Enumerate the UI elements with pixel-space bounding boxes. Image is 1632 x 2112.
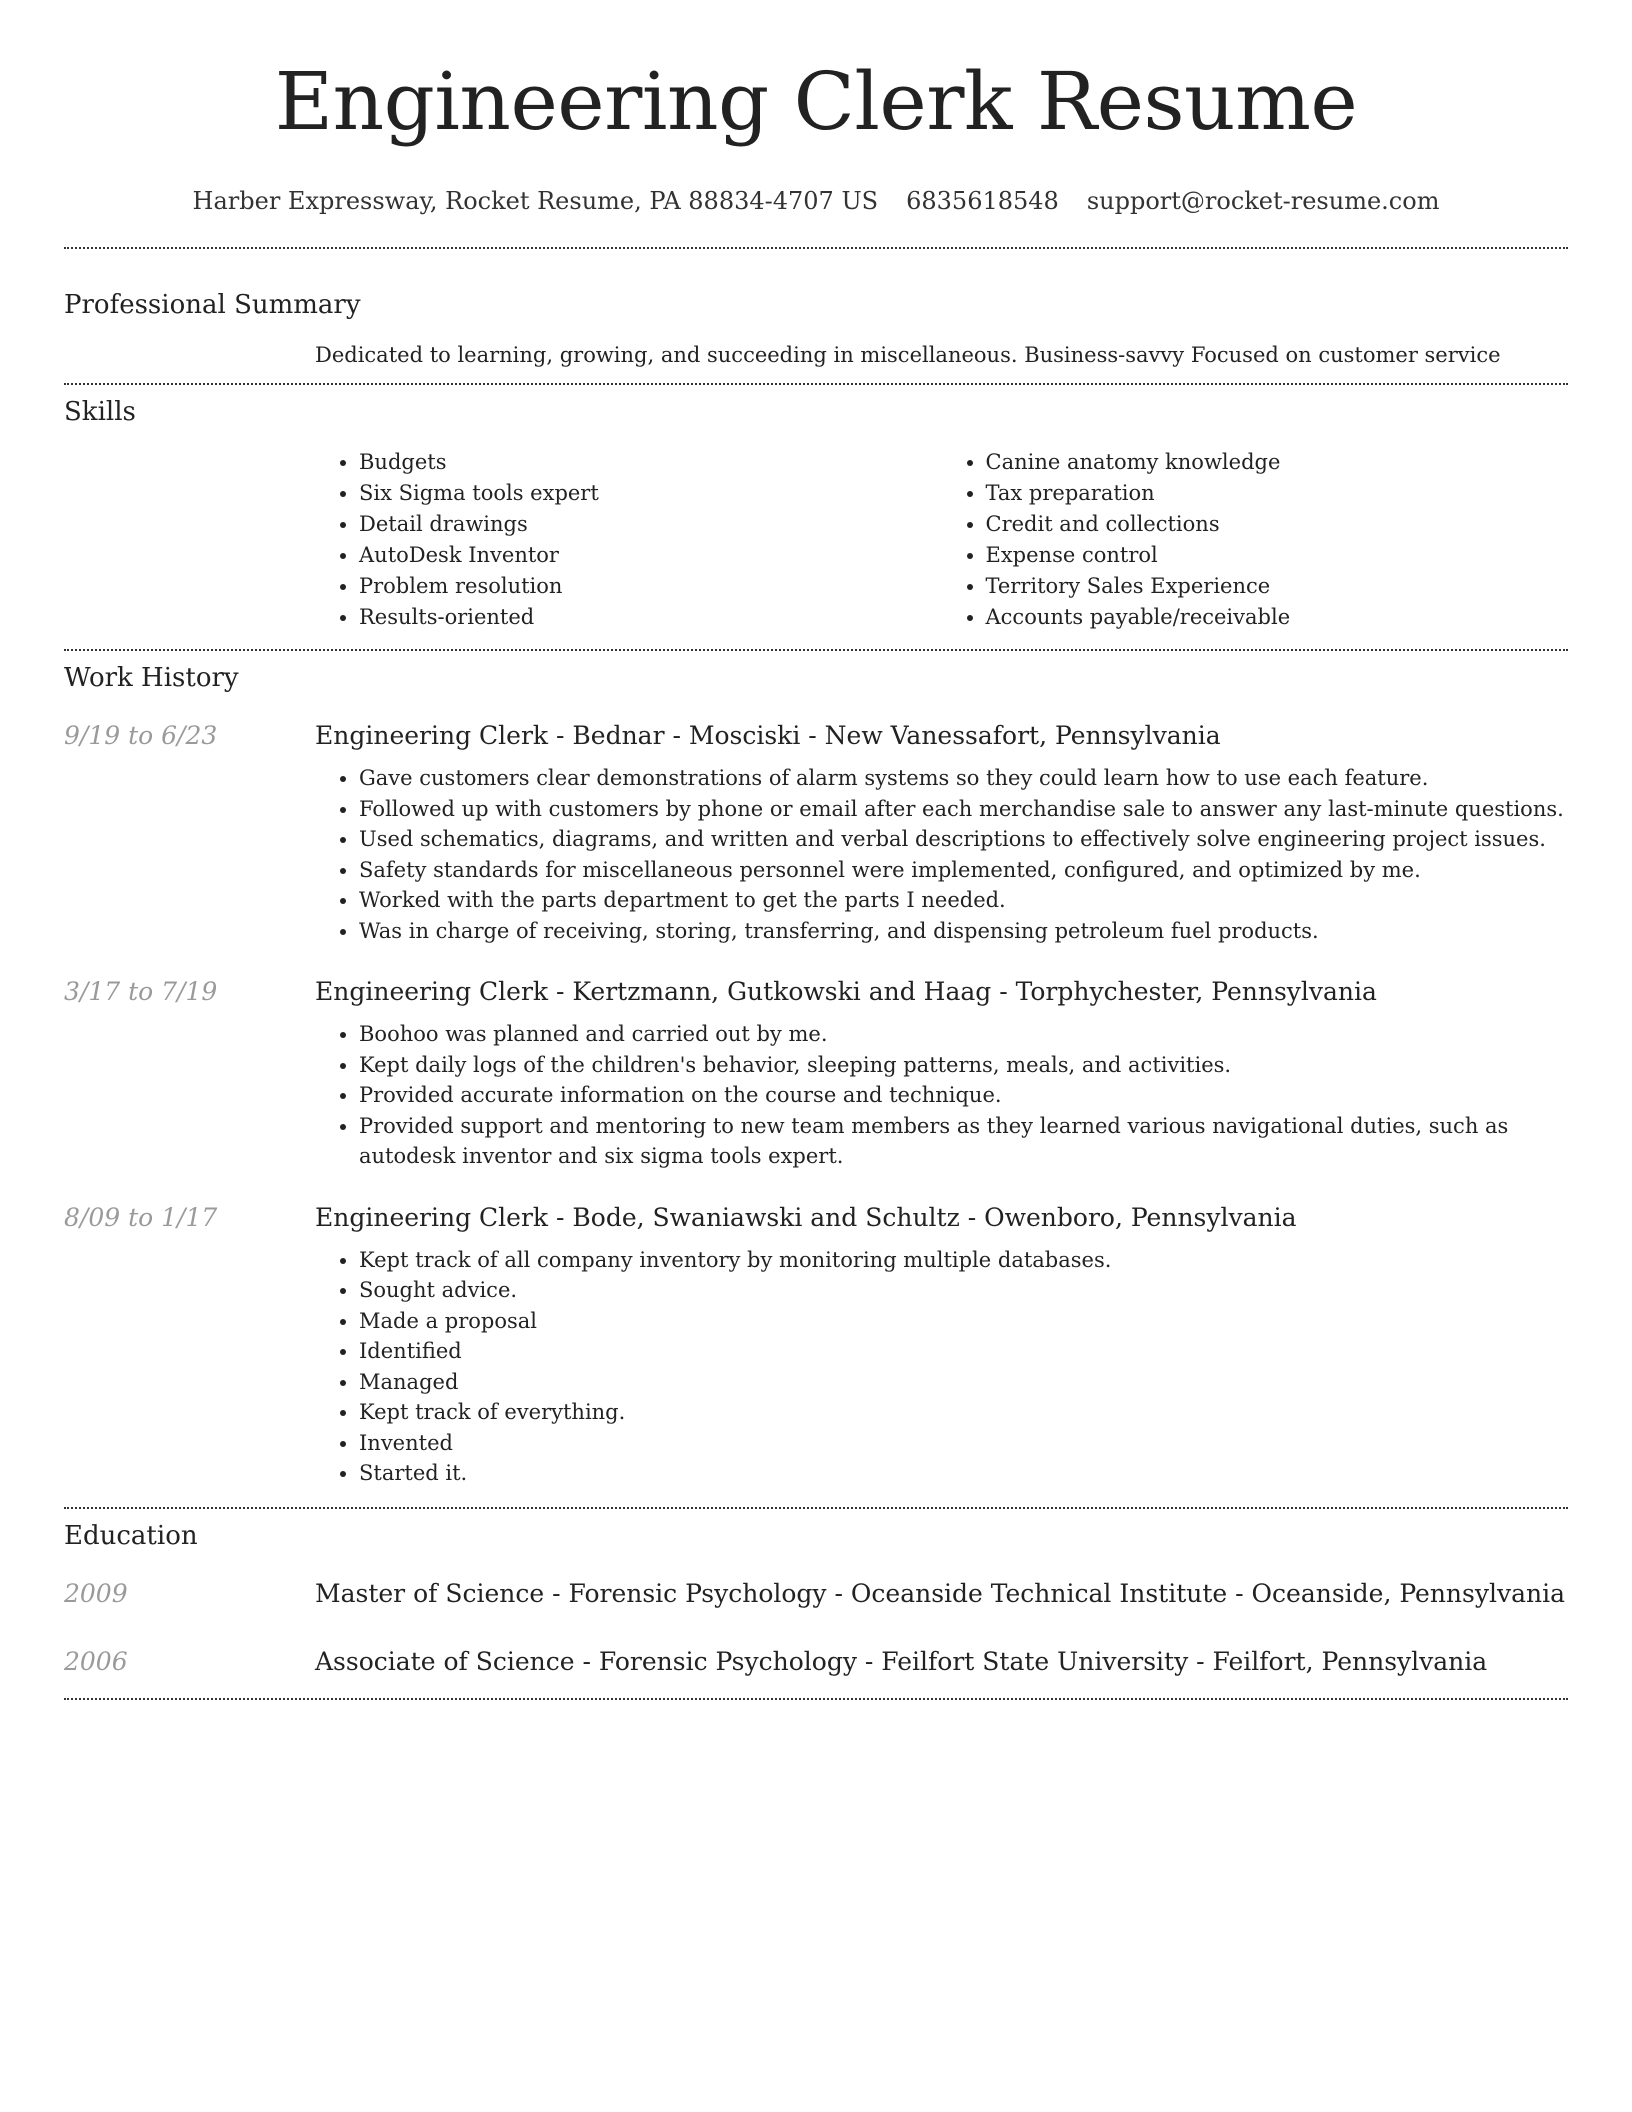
job-title: Engineering Clerk - Bednar - Mosciski - New Vanessafort, Pennsylvania [315, 721, 1221, 750]
job-title: Engineering Clerk - Bode, Swaniawski and Schultz - Owenboro, Pennsylvania [315, 1202, 1297, 1232]
skills-list-left [315, 447, 942, 633]
job-bullet: • Gave customers clear demonstrations of alarm systems so they could learn how to use each feature. [359, 763, 1568, 794]
education-title: Master of Science - Forensic Psychology - Oceanside Technical Institute - Oceanside, Pennsylvania [315, 1578, 1566, 1608]
job-bullet: • Kept track of everything. [359, 1397, 1568, 1428]
job-bullet: • Provided support and mentoring to new team members as they learned various navigational duties, such as autodesk inventor and six sigma tools expert. [359, 1111, 1568, 1172]
job-bullet: • Boohoo was planned and carried out by me. [359, 1019, 1568, 1050]
job-bullet: • Sought advice. [359, 1275, 1568, 1306]
skill-item: • Detail drawings [359, 509, 942, 540]
education-title: Associate of Science - Forensic Psychology - Feilfort State University - Feilfort, Pennsylvania [315, 1646, 1488, 1676]
education-entry [64, 1577, 1568, 1611]
resume-title: Engineering Clerk Resume [274, 55, 1358, 148]
job-entry [64, 1201, 1568, 1489]
job-bullet: • Was in charge of receiving, storing, transferring, and dispensing petroleum fuel products. [359, 916, 1568, 947]
job-entry [64, 975, 1568, 1172]
skill-item: • Tax preparation [986, 478, 1569, 509]
job-bullet: • Made a proposal [359, 1306, 1568, 1337]
summary-text: Dedicated to learning, growing, and succeeding in miscellaneous. Business-savvy Focused on customer service [315, 343, 1501, 367]
job-dates: 3/17 to 7/19 [64, 977, 218, 1006]
education-year: 2006 [64, 1646, 128, 1676]
education-heading: Education [64, 1520, 198, 1551]
skills-grid [315, 447, 1568, 633]
skill-item: • Results-oriented [359, 602, 942, 633]
job-bullet: • Started it. [359, 1458, 1568, 1489]
work-section [64, 651, 1568, 1489]
job-dates: 8/09 to 1/17 [64, 1202, 218, 1232]
contact-phone: 6835618548 [906, 187, 1059, 215]
contact-address: Harber Expressway, Rocket Resume, PA 88834-4707 US [192, 187, 879, 215]
job-bullet: • Invented [359, 1428, 1568, 1459]
job-bullet: • Managed [359, 1367, 1568, 1398]
job-bullet: • Kept daily logs of the children's behavior, sleeping patterns, meals, and activities. [359, 1050, 1568, 1081]
job-bullet: • Identified [359, 1336, 1568, 1367]
skills-heading: Skills [64, 397, 136, 427]
skill-item: • Canine anatomy knowledge [986, 447, 1569, 478]
education-year: 2009 [64, 1578, 128, 1608]
job-dates: 9/19 to 6/23 [64, 721, 218, 750]
skill-item: • Budgets [359, 447, 942, 478]
skill-item: • AutoDesk Inventor [359, 540, 942, 571]
skills-section [64, 385, 1568, 633]
job-title: Engineering Clerk - Kertzmann, Gutkowski and Haag - Torphychester, Pennsylvania [315, 977, 1377, 1006]
education-entry [64, 1645, 1568, 1679]
contact-email: support@rocket-resume.com [1086, 187, 1440, 215]
job-bullet: • Kept track of all company inventory by monitoring multiple databases. [359, 1245, 1568, 1276]
contact-line [64, 184, 1568, 218]
education-section [64, 1509, 1568, 1679]
job-bullet: • Worked with the parts department to get the parts I needed. [359, 885, 1568, 916]
skill-item: • Credit and collections [986, 509, 1569, 540]
job-bullets [315, 1245, 1568, 1489]
skill-item: • Expense control [986, 540, 1569, 571]
job-entry [64, 719, 1568, 946]
job-bullet: • Followed up with customers by phone or email after each merchandise sale to answer any last-minute questions. [359, 794, 1568, 825]
skill-item: • Territory Sales Experience [986, 571, 1569, 602]
job-bullet: • Safety standards for miscellaneous personnel were implemented, configured, and optimized by me. [359, 855, 1568, 886]
work-heading: Work History [64, 663, 239, 693]
job-bullet: • Provided accurate information on the course and technique. [359, 1080, 1568, 1111]
skill-item: • Problem resolution [359, 571, 942, 602]
job-bullets [315, 763, 1568, 946]
skills-list-right [942, 447, 1569, 633]
skill-item: • Six Sigma tools expert [359, 478, 942, 509]
summary-section [64, 249, 1568, 370]
skill-item: • Accounts payable/receivable [986, 602, 1569, 633]
summary-heading: Professional Summary [64, 290, 361, 320]
job-bullets [315, 1019, 1568, 1172]
job-bullet: • Used schematics, diagrams, and written and verbal descriptions to effectively solve engineering project issues. [359, 824, 1568, 855]
divider [64, 1698, 1568, 1700]
